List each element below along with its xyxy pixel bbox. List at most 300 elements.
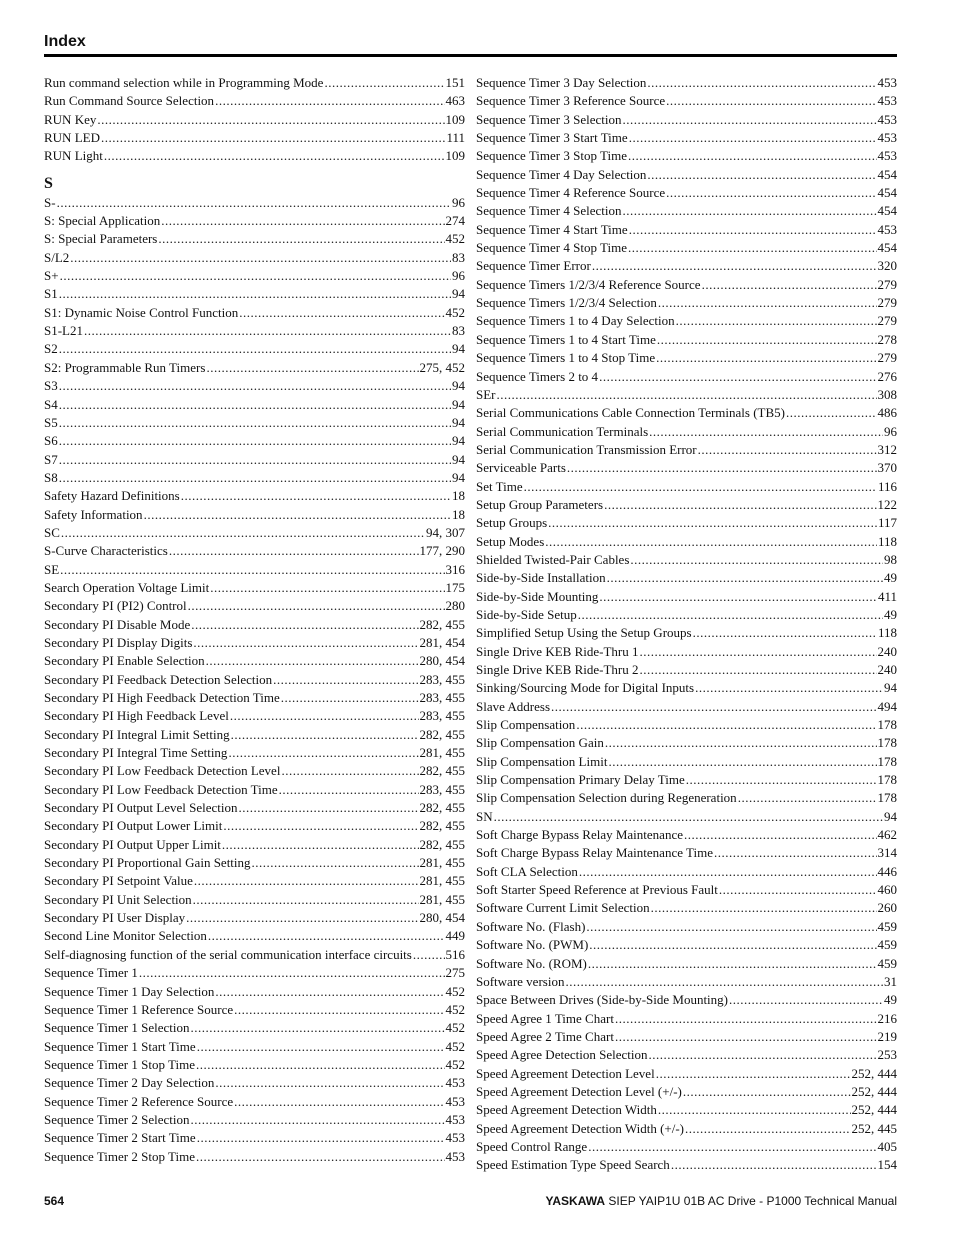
dot-leader — [215, 1074, 444, 1092]
dot-leader — [101, 129, 445, 147]
index-entry — [44, 744, 465, 762]
index-page-ref: 275, 452 — [419, 359, 465, 375]
index-entry — [476, 496, 897, 514]
index-term: Side-by-Side Installation — [476, 570, 606, 586]
index-page-ref: 96 — [884, 423, 897, 439]
index-term: Speed Agreement Detection Width (+/-) — [476, 1120, 685, 1136]
index-term: Speed Agree 1 Time Chart — [476, 1010, 614, 1026]
index-page-ref: 94 — [452, 378, 465, 394]
page-title: Index — [44, 33, 86, 50]
index-entry — [476, 294, 897, 312]
index-page-ref: 252, 445 — [851, 1120, 897, 1136]
dot-leader — [70, 249, 451, 267]
dot-leader — [281, 689, 419, 707]
index-term: Sequence Timers 1/2/3/4 Reference Source — [476, 276, 701, 292]
index-term: Simplified Setup Using the Setup Groups — [476, 625, 692, 641]
index-entry — [44, 212, 465, 230]
dot-leader — [545, 533, 877, 551]
index-term: Secondary PI Unit Selection — [44, 891, 192, 907]
index-page-ref: 411 — [877, 588, 897, 604]
index-page-ref: 452 — [445, 1001, 465, 1017]
index-page-ref: 449 — [445, 928, 465, 944]
index-entry — [476, 423, 897, 441]
dot-leader — [649, 423, 883, 441]
index-entry — [476, 202, 897, 220]
index-term: S4 — [44, 396, 58, 412]
index-entry — [44, 340, 465, 358]
index-entry — [44, 304, 465, 322]
dot-leader — [191, 1019, 445, 1037]
index-entry — [476, 147, 897, 165]
index-term: Sequence Timer 2 Start Time — [44, 1130, 196, 1146]
index-term: Sequence Timer Error — [476, 258, 591, 274]
index-term: Self-diagnosing function of the serial communication interface circuits — [44, 946, 412, 962]
dot-leader — [605, 734, 877, 752]
dot-leader — [59, 451, 451, 469]
index-term: Slip Compensation Gain — [476, 735, 604, 751]
dot-leader — [181, 487, 451, 505]
dot-leader — [197, 1129, 445, 1147]
index-entry — [44, 1019, 465, 1037]
index-entry — [476, 257, 897, 275]
index-page-ref: 279 — [877, 350, 897, 366]
index-page-ref: 94 — [452, 451, 465, 467]
index-term: Serial Communication Transmission Error — [476, 441, 697, 457]
dot-leader — [666, 184, 876, 202]
dot-leader — [210, 579, 444, 597]
index-page-ref: 94 — [452, 414, 465, 430]
index-entry — [476, 221, 897, 239]
index-term: Speed Agree Detection Selection — [476, 1047, 648, 1063]
index-page-ref: 308 — [877, 386, 897, 402]
dot-leader — [698, 441, 877, 459]
index-page-ref: 177, 290 — [419, 543, 465, 559]
index-page-ref: 178 — [877, 735, 897, 751]
index-entry — [44, 891, 465, 909]
index-term: Sequence Timer 2 Day Selection — [44, 1075, 215, 1091]
index-page-ref: 453 — [877, 75, 897, 90]
index-entry — [44, 487, 465, 505]
index-term: S2 — [44, 341, 58, 357]
index-entry — [44, 524, 465, 542]
index-term: Run command selection while in Programming Mode — [44, 75, 324, 90]
index-page-ref: 453 — [445, 1148, 465, 1164]
index-page-ref: 281, 455 — [419, 873, 465, 889]
index-page-ref: 283, 455 — [419, 781, 465, 797]
index-entry — [44, 451, 465, 469]
dot-leader — [144, 506, 451, 524]
index-entry — [44, 147, 465, 165]
dot-leader — [588, 955, 877, 973]
index-page-ref: 453 — [877, 221, 897, 237]
index-entry — [476, 569, 897, 587]
index-page-ref: 459 — [877, 918, 897, 934]
dot-leader — [729, 991, 883, 1009]
index-term: Secondary PI Output Level Selection — [44, 800, 238, 816]
index-entry — [44, 129, 465, 147]
index-page-ref: 405 — [877, 1138, 897, 1154]
index-term: SE — [44, 561, 60, 577]
index-page-ref: 175 — [445, 579, 465, 595]
index-term: Sequence Timer 3 Selection — [476, 111, 622, 127]
index-entry — [44, 909, 465, 927]
index-page-ref: 283, 455 — [419, 671, 465, 687]
index-term: Sequence Timer 4 Start Time — [476, 221, 628, 237]
dot-leader — [206, 359, 418, 377]
index-term: Software No. (ROM) — [476, 955, 587, 971]
index-term: S8 — [44, 469, 58, 485]
index-term: S+ — [44, 268, 59, 284]
index-term: Run Command Source Selection — [44, 93, 215, 109]
index-entry — [44, 1056, 465, 1074]
index-entry — [44, 469, 465, 487]
dot-leader — [719, 881, 877, 899]
index-entry — [476, 753, 897, 771]
index-term: Secondary PI High Feedback Detection Time — [44, 690, 280, 705]
index-page-ref: 282, 455 — [419, 800, 465, 816]
index-term: Setup Modes — [476, 533, 545, 549]
index-page-ref: 94 — [452, 396, 465, 412]
dot-leader — [59, 377, 451, 395]
index-page-ref: 463 — [445, 93, 465, 109]
dot-leader — [623, 202, 877, 220]
index-term: Sequence Timers 1 to 4 Start Time — [476, 331, 656, 347]
index-entry — [476, 973, 897, 991]
index-page-ref: 282, 455 — [419, 818, 465, 834]
index-term: Serial Communications Cable Connection Terminals (TB5) — [476, 405, 785, 421]
index-page-ref: 116 — [877, 478, 897, 494]
index-entry — [44, 689, 465, 707]
index-term: Secondary PI Display Digits — [44, 634, 193, 650]
index-page-ref: 178 — [877, 717, 897, 733]
index-term: Slip Compensation — [476, 717, 576, 733]
dot-leader — [658, 294, 877, 312]
index-entry — [476, 1083, 897, 1101]
index-entry — [476, 936, 897, 954]
index-entry — [44, 872, 465, 890]
index-entry — [476, 111, 897, 129]
index-entry — [476, 881, 897, 899]
index-page-ref: 453 — [445, 1111, 465, 1127]
dot-leader — [194, 872, 419, 890]
manual-title — [545, 1194, 897, 1208]
index-page-ref: 459 — [877, 955, 897, 971]
index-page-ref: 83 — [452, 249, 465, 265]
dot-leader — [586, 918, 876, 936]
dot-leader — [215, 92, 444, 110]
index-entry — [476, 991, 897, 1009]
index-term: Secondary PI Output Lower Limit — [44, 818, 223, 834]
dot-leader — [206, 652, 419, 670]
index-entry — [44, 322, 465, 340]
index-entry — [44, 1148, 465, 1166]
dot-leader — [161, 212, 444, 230]
dot-leader — [656, 1065, 851, 1083]
index-term: Sequence Timer 2 Stop Time — [44, 1148, 195, 1164]
index-page-ref: 282, 455 — [419, 616, 465, 632]
dot-leader — [629, 129, 877, 147]
index-page-ref: 486 — [877, 405, 897, 421]
index-entry — [44, 396, 465, 414]
index-page-ref: 278 — [877, 331, 897, 347]
index-term: Search Operation Voltage Limit — [44, 579, 210, 595]
index-term: RUN Light — [44, 148, 103, 164]
index-entry — [44, 506, 465, 524]
index-entry — [44, 1001, 465, 1019]
index-entry — [476, 441, 897, 459]
dot-leader — [639, 643, 876, 661]
dot-leader — [607, 569, 883, 587]
dot-leader — [651, 899, 877, 917]
dot-leader — [639, 661, 876, 679]
index-page-ref: 314 — [877, 845, 897, 861]
index-page-ref: 446 — [877, 863, 897, 879]
index-entry — [44, 781, 465, 799]
index-page-ref: 282, 455 — [419, 836, 465, 852]
index-term: S1: Dynamic Noise Control Function — [44, 304, 239, 320]
dot-leader — [628, 147, 877, 165]
dot-leader — [695, 679, 883, 697]
index-page-ref: 117 — [877, 515, 897, 531]
index-page-ref: 279 — [877, 295, 897, 311]
index-term: Sequence Timer 1 Selection — [44, 1020, 190, 1036]
index-page-ref: 316 — [445, 561, 465, 577]
index-entry — [44, 377, 465, 395]
index-term: Sequence Timer 1 Start Time — [44, 1038, 196, 1054]
index-term: Speed Agree 2 Time Chart — [476, 1028, 614, 1044]
index-term: Serial Communication Terminals — [476, 423, 649, 439]
index-term: Secondary PI Low Feedback Detection Level — [44, 763, 281, 779]
index-entry — [476, 955, 897, 973]
index-entry — [44, 634, 465, 652]
index-entry — [476, 679, 897, 697]
index-entry — [44, 194, 465, 212]
index-entry — [44, 359, 465, 377]
index-term: Software No. (Flash) — [476, 918, 586, 934]
dot-leader — [191, 616, 418, 634]
dot-leader — [197, 1038, 445, 1056]
index-term: S1-L21 — [44, 323, 83, 339]
dot-leader — [524, 478, 877, 496]
index-page-ref: 252, 444 — [851, 1065, 897, 1081]
index-term: Sequence Timer 1 Day Selection — [44, 983, 215, 999]
dot-leader — [565, 973, 883, 991]
index-entry — [44, 817, 465, 835]
index-group-r — [44, 74, 465, 166]
dot-leader — [59, 469, 451, 487]
index-page-ref: 452 — [445, 304, 465, 320]
dot-leader — [60, 267, 451, 285]
index-term: Sequence Timer 2 Reference Source — [44, 1093, 234, 1109]
index-entry — [476, 478, 897, 496]
dot-leader — [239, 304, 444, 322]
index-entry — [476, 74, 897, 92]
index-page-ref: 459 — [877, 937, 897, 953]
dot-leader — [169, 542, 419, 560]
index-page-ref: 18 — [452, 488, 465, 504]
index-page-ref: 109 — [445, 111, 465, 127]
dot-leader — [413, 946, 445, 964]
index-page-ref: 320 — [877, 258, 897, 274]
index-page-ref: 454 — [877, 166, 897, 182]
index-term: Soft CLA Selection — [476, 863, 578, 879]
index-entry — [44, 111, 465, 129]
index-term: Single Drive KEB Ride-Thru 2 — [476, 662, 639, 677]
index-term: Soft Charge Bypass Relay Maintenance Time — [476, 845, 713, 861]
index-term: Speed Agreement Detection Width — [476, 1102, 657, 1118]
index-page-ref: 281, 454 — [419, 634, 465, 650]
index-term: Slip Compensation Primary Delay Time — [476, 772, 685, 788]
index-term: Secondary PI Enable Selection — [44, 653, 205, 669]
index-entry — [476, 1010, 897, 1028]
index-page-ref: 453 — [445, 1093, 465, 1109]
index-column-left — [44, 74, 465, 1166]
index-entry — [476, 312, 897, 330]
index-entry — [476, 643, 897, 661]
index-entry — [476, 331, 897, 349]
dot-leader — [59, 432, 451, 450]
dot-leader — [666, 92, 876, 110]
index-term: Speed Estimation Type Speed Search — [476, 1157, 670, 1173]
index-term: Sequence Timer 1 Stop Time — [44, 1056, 195, 1072]
index-entry — [44, 799, 465, 817]
index-page-ref: 122 — [877, 496, 897, 512]
index-term: S2: Programmable Run Timers — [44, 359, 206, 375]
dot-leader — [279, 781, 419, 799]
dot-leader — [60, 561, 444, 579]
index-entry — [476, 918, 897, 936]
index-term: Secondary PI Feedback Detection Selection — [44, 671, 273, 687]
index-page-ref: 275 — [445, 965, 465, 981]
index-term: Secondary PI Integral Time Setting — [44, 745, 228, 761]
index-term: SEr — [476, 386, 496, 402]
index-page-ref: 283, 455 — [419, 708, 465, 724]
index-entry — [44, 230, 465, 248]
dot-leader — [57, 194, 451, 212]
index-entry — [44, 414, 465, 432]
manual-name: SIEP YAIP1U 01B AC Drive - P1000 Technical Manual — [605, 1194, 897, 1208]
index-page-ref: 274 — [445, 213, 465, 229]
index-page-ref: 452 — [445, 1038, 465, 1054]
dot-leader — [193, 634, 418, 652]
index-page-ref: 83 — [452, 323, 465, 339]
index-term: RUN LED — [44, 130, 100, 146]
index-entry — [476, 276, 897, 294]
index-entry — [44, 579, 465, 597]
dot-leader — [589, 936, 876, 954]
index-page-ref: 178 — [877, 753, 897, 769]
dot-leader — [548, 514, 877, 532]
index-page-ref: 219 — [877, 1028, 897, 1044]
dot-leader — [683, 1083, 851, 1101]
index-term: RUN Key — [44, 111, 97, 127]
index-page-ref: 281, 455 — [419, 855, 465, 871]
index-page-ref: 260 — [877, 900, 897, 916]
index-page-ref: 154 — [877, 1157, 897, 1173]
index-entry — [476, 606, 897, 624]
dot-leader — [671, 1156, 877, 1174]
index-entry — [476, 166, 897, 184]
index-term: Software Current Limit Selection — [476, 900, 650, 916]
dot-leader — [497, 386, 877, 404]
dot-leader — [567, 459, 877, 477]
index-page-ref: 370 — [877, 460, 897, 476]
index-page-ref: 94 — [884, 680, 897, 696]
dot-leader — [684, 826, 877, 844]
index-term: Secondary PI User Display — [44, 910, 186, 926]
index-entry — [476, 533, 897, 551]
index-page-ref: 453 — [877, 93, 897, 109]
dot-leader — [281, 762, 418, 780]
index-letter-heading: S — [44, 174, 53, 192]
index-page-ref: 49 — [884, 992, 897, 1008]
index-term: Setup Group Parameters — [476, 496, 604, 512]
index-page-ref: 118 — [877, 625, 897, 641]
index-entry — [476, 624, 897, 642]
dot-leader — [193, 891, 419, 909]
index-term: Sequence Timers 2 to 4 — [476, 368, 599, 384]
index-page-ref: 94 — [452, 286, 465, 302]
index-page-ref: 94 — [452, 433, 465, 449]
index-page-ref: 281, 455 — [419, 745, 465, 761]
index-term: Sequence Timer 4 Reference Source — [476, 185, 666, 201]
index-term: Sequence Timer 3 Start Time — [476, 130, 628, 146]
index-page-ref: 109 — [445, 148, 465, 164]
index-term: S6 — [44, 433, 58, 449]
index-page-ref: 240 — [877, 643, 897, 659]
index-entry — [476, 808, 897, 826]
index-term: Set Time — [476, 478, 523, 494]
index-entry — [44, 1129, 465, 1147]
index-entry — [476, 368, 897, 386]
dot-leader — [239, 799, 419, 817]
dot-leader — [188, 597, 445, 615]
index-term: Side-by-Side Mounting — [476, 588, 599, 604]
index-page-ref: 31 — [884, 973, 897, 989]
index-page-ref: 216 — [877, 1010, 897, 1026]
index-page-ref: 280, 454 — [419, 653, 465, 669]
index-term: SN — [476, 808, 493, 824]
index-page-ref: 253 — [877, 1047, 897, 1063]
index-term: S/L2 — [44, 249, 70, 265]
index-page-ref: 96 — [452, 194, 465, 210]
index-entry — [44, 1038, 465, 1056]
index-entry — [476, 1156, 897, 1174]
index-entry — [476, 459, 897, 477]
index-page-ref: 96 — [452, 268, 465, 284]
dot-leader — [686, 771, 877, 789]
dot-leader — [97, 111, 444, 129]
brand-name: YASKAWA — [545, 1194, 606, 1208]
index-entry — [476, 1101, 897, 1119]
index-entry — [476, 386, 897, 404]
dot-leader — [191, 1111, 445, 1129]
index-page-ref: 18 — [452, 506, 465, 522]
index-page-ref: 94 — [452, 341, 465, 357]
index-entry — [476, 661, 897, 679]
index-term: S- — [44, 194, 56, 210]
index-entry — [44, 652, 465, 670]
index-page-ref: 94 — [452, 469, 465, 485]
index-term: Shielded Twisted-Pair Cables — [476, 551, 630, 567]
dot-leader — [59, 396, 451, 414]
index-term: Slip Compensation Limit — [476, 753, 608, 769]
index-entry — [476, 844, 897, 862]
index-entry — [476, 1065, 897, 1083]
index-page-ref: 252, 444 — [851, 1102, 897, 1118]
dot-leader — [658, 1101, 851, 1119]
index-term: Sequence Timer 3 Day Selection — [476, 75, 647, 90]
